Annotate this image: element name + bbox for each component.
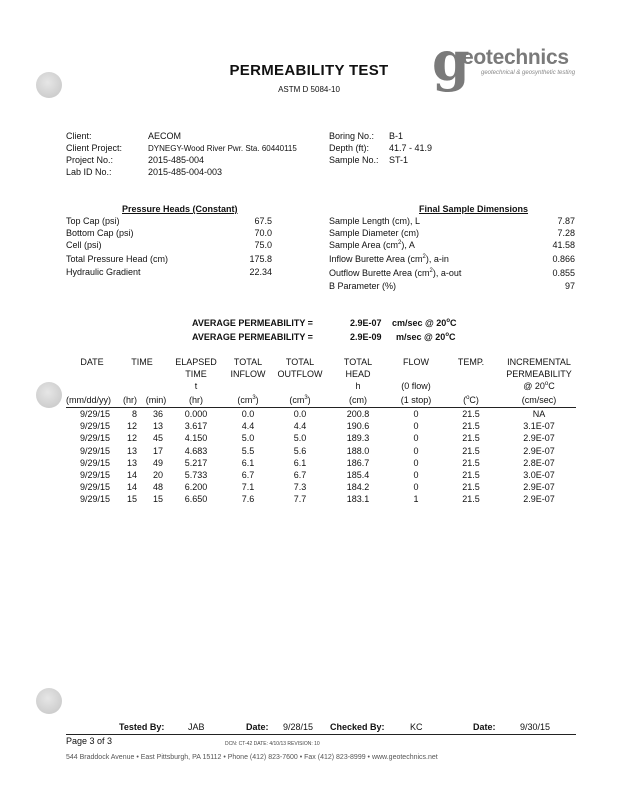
cell-k: 2.9E-07 [523, 445, 555, 456]
cell-flow: 0 [413, 470, 419, 480]
info-label: Lab ID No.: [66, 167, 112, 177]
col-elapsed-3: t [194, 381, 198, 391]
cell-elapsed: 6.200 [184, 482, 208, 493]
cell-outflow: 6.1 [293, 457, 307, 468]
unit-head: (cm) [349, 395, 367, 405]
cell-temp: 21.5 [462, 445, 480, 456]
company-address: 544 Braddock Avenue • East Pittsburgh, PA 15112 • Phone (412) 823-7600 • Fax (412) 823-8999 • www.geotechnics.net [66, 754, 438, 761]
cell-min: 15 [152, 494, 163, 505]
checked-by-label: Checked By: [330, 722, 385, 732]
cell-hr: 13 [126, 457, 137, 468]
info-label: Client: [66, 131, 92, 141]
info-value: B-1 [389, 131, 404, 141]
pressure-label: Total Pressure Head (cm) [66, 254, 169, 264]
cell-k: 2.8E-07 [523, 457, 555, 468]
unit-outflow: $(cm^3)$ [289, 395, 311, 405]
pressure-label: Hydraulic Gradient [66, 267, 141, 277]
dimension-label: Outflow Burette Area $(cm^2)$, a-out [329, 268, 462, 278]
date-value: 9/30/15 [520, 722, 551, 732]
cell-hr: 14 [126, 470, 137, 480]
cell-k: 2.9E-07 [523, 433, 555, 444]
info-label: Boring No.: [329, 131, 375, 141]
cell-hr: 15 [126, 494, 137, 505]
col-outflow-2: OUTFLOW [277, 369, 323, 379]
col-head-1: TOTAL [343, 357, 373, 367]
cell-elapsed: 4.150 [184, 433, 208, 444]
cell-inflow: 0.0 [241, 409, 255, 419]
dimension-label: Sample Length (cm), L [329, 216, 421, 226]
col-elapsed-1: ELAPSED [175, 357, 217, 367]
col-flow-1: FLOW [403, 357, 429, 367]
info-value: 2015-485-004-003 [148, 167, 223, 177]
cell-hr: 12 [126, 433, 137, 444]
info-value: AECOM [148, 131, 182, 141]
table-rule [66, 407, 576, 408]
cell-outflow: 4.4 [293, 421, 307, 432]
pressure-value: 175.8 [249, 254, 272, 264]
cell-inflow: 6.1 [241, 457, 255, 468]
col-time: TIME [131, 357, 153, 367]
col-date: DATE [80, 357, 104, 367]
dimension-label: Sample Diameter (cm) [329, 228, 420, 238]
cell-elapsed: 0.000 [184, 409, 208, 419]
average-value: 2.9E-07 [350, 318, 382, 328]
checked-by-value: KC [410, 722, 423, 732]
pressure-label: Cell (psi) [66, 240, 102, 250]
pressure-value: 70.0 [254, 228, 272, 238]
cell-date: 9/29/15 [79, 433, 110, 444]
col-flow-2: (0 flow) [401, 381, 431, 391]
cell-inflow: 5.5 [241, 445, 255, 456]
cell-date: 9/29/15 [79, 409, 110, 419]
col-head-3: h [355, 381, 361, 391]
cell-elapsed: 5.733 [184, 470, 208, 480]
cell-inflow: 7.1 [241, 482, 255, 493]
unit-temp: ($^o$C) [463, 395, 479, 405]
dimension-label: B Parameter (%) [329, 281, 397, 291]
dimensions-heading: Final Sample Dimensions [419, 204, 529, 214]
cell-outflow: 5.6 [293, 445, 307, 456]
cell-flow: 0 [413, 482, 419, 493]
cell-head: 189.3 [346, 433, 370, 444]
cell-min: 13 [152, 421, 163, 432]
date-value: 9/28/15 [283, 722, 314, 732]
cell-flow: 0 [413, 445, 419, 456]
cell-k: NA [532, 409, 546, 419]
cell-temp: 21.5 [462, 409, 480, 419]
page-title: PERMEABILITY TEST [229, 62, 389, 79]
cell-outflow: 7.3 [293, 482, 307, 493]
info-value: ST-1 [389, 155, 409, 165]
cell-temp: 21.5 [462, 457, 480, 468]
cell-head: 184.2 [346, 482, 370, 493]
cell-elapsed: 3.617 [184, 421, 208, 432]
pressure-value: 75.0 [254, 240, 272, 250]
logo-word: eotechnics [462, 46, 569, 69]
date-label: Date: [246, 722, 269, 732]
cell-hr: 13 [126, 445, 137, 456]
cell-outflow: 5.0 [293, 433, 307, 444]
info-label: Depth (ft): [329, 143, 370, 153]
punch-hole-middle [36, 382, 62, 408]
col-incr-2: PERMEABILITY [506, 369, 572, 379]
pressure-label: Top Cap (psi) [66, 216, 120, 226]
average-unit: m/sec @ 20$^o$C [396, 332, 456, 342]
cell-temp: 21.5 [462, 433, 480, 444]
dimension-value: 97 [564, 281, 575, 291]
cell-date: 9/29/15 [79, 445, 110, 456]
average-value: 2.9E-09 [350, 332, 382, 342]
cell-min: 49 [152, 457, 163, 468]
col-inflow-2: INFLOW [230, 369, 266, 379]
dimension-label: Inflow Burette Area $(cm^2)$, a-in [329, 254, 449, 264]
cell-outflow: 6.7 [293, 470, 307, 480]
footer-rule [66, 734, 576, 735]
unit-inflow: $(cm^3)$ [237, 395, 259, 405]
dimension-value: 7.28 [557, 228, 575, 238]
cell-k: 2.9E-07 [523, 494, 555, 505]
cell-outflow: 0.0 [293, 409, 307, 419]
col-incr-3: @ 20$^o$C [523, 381, 555, 391]
cell-inflow: 6.7 [241, 470, 255, 480]
punch-hole-bottom [36, 688, 62, 714]
cell-outflow: 7.7 [293, 494, 307, 505]
cell-flow: 0 [413, 421, 419, 432]
cell-k: 3.0E-07 [523, 470, 555, 480]
cell-elapsed: 4.683 [184, 445, 208, 456]
average-label: AVERAGE PERMEABILITY = [192, 332, 313, 342]
info-value: DYNEGY-Wood River Pwr. Sta. 60440115 [148, 144, 297, 153]
cell-date: 9/29/15 [79, 457, 110, 468]
logo-letter: g [432, 29, 470, 93]
dimension-value: 0.855 [552, 268, 575, 278]
dimension-value: 41.58 [552, 240, 575, 250]
col-temp: TEMP. [457, 357, 485, 367]
cell-min: 45 [152, 433, 163, 444]
cell-elapsed: 6.650 [184, 494, 208, 505]
cell-temp: 21.5 [462, 470, 480, 480]
unit-flow: (1 stop) [400, 395, 432, 405]
col-incr-1: INCREMENTAL [507, 357, 571, 367]
cell-k: 3.1E-07 [523, 421, 555, 432]
cell-elapsed: 5.217 [184, 457, 208, 468]
logo-tagline: geotechnical & geosynthetic testing [481, 70, 576, 76]
cell-min: 17 [152, 445, 163, 456]
dimension-value: 7.87 [557, 216, 575, 226]
pressure-heading: Pressure Heads (Constant) [122, 204, 238, 214]
tested-by-label: Tested By: [119, 722, 165, 732]
page-number: Page 3 of 3 [66, 736, 113, 746]
unit-hr: (hr) [123, 395, 137, 405]
pressure-value: 67.5 [254, 216, 272, 226]
tested-by-value: JAB [188, 722, 205, 732]
cell-date: 9/29/15 [79, 494, 110, 505]
info-value: 2015-485-004 [148, 155, 205, 165]
cell-min: 48 [152, 482, 163, 493]
unit-date: (mm/dd/yy) [66, 395, 111, 405]
cell-head: 183.1 [346, 494, 370, 505]
cell-inflow: 7.6 [241, 494, 255, 505]
col-outflow-1: TOTAL [285, 357, 315, 367]
info-value: 41.7 - 41.9 [389, 143, 433, 153]
cell-flow: 1 [413, 494, 419, 505]
cell-flow: 0 [413, 409, 419, 419]
dimension-label: Sample Area $(cm^2)$, A [329, 240, 415, 250]
date-label: Date: [473, 722, 496, 732]
page-subtitle: ASTM D 5084-10 [278, 85, 340, 94]
geotechnics-logo [432, 29, 582, 93]
info-label: Client Project: [66, 143, 123, 153]
cell-hr: 14 [126, 482, 137, 493]
info-label: Project No.: [66, 155, 114, 165]
cell-inflow: 5.0 [241, 433, 255, 444]
cell-min: 36 [152, 409, 163, 419]
unit-incr: (cm/sec) [521, 395, 557, 405]
cell-flow: 0 [413, 433, 419, 444]
cell-hr: 12 [126, 421, 137, 432]
cell-head: 200.8 [346, 409, 370, 419]
unit-elapsed: (hr) [189, 395, 203, 405]
info-label: Sample No.: [329, 155, 379, 165]
cell-temp: 21.5 [462, 421, 480, 432]
cell-date: 9/29/15 [79, 482, 110, 493]
cell-flow: 0 [413, 457, 419, 468]
cell-date: 9/29/15 [79, 421, 110, 432]
cell-temp: 21.5 [462, 482, 480, 493]
cell-head: 185.4 [346, 470, 370, 480]
col-head-2: HEAD [345, 369, 371, 379]
col-inflow-1: TOTAL [233, 357, 263, 367]
cell-hr: 8 [131, 409, 137, 419]
document-control: DCN: CT-42 DATE: 4/10/13 REVISION: 10 [225, 741, 320, 747]
unit-min: (min) [145, 395, 167, 405]
cell-head: 186.7 [346, 457, 370, 468]
pressure-value: 22.34 [249, 267, 272, 277]
dimension-value: 0.866 [552, 254, 575, 264]
average-label: AVERAGE PERMEABILITY = [192, 318, 313, 328]
cell-date: 9/29/15 [79, 470, 110, 480]
pressure-label: Bottom Cap (psi) [66, 228, 134, 238]
cell-head: 188.0 [346, 445, 370, 456]
cell-temp: 21.5 [462, 494, 480, 505]
cell-min: 20 [152, 470, 163, 480]
cell-k: 2.9E-07 [523, 482, 555, 493]
average-unit: cm/sec @ 20$^o$C [392, 318, 457, 328]
cell-inflow: 4.4 [241, 421, 255, 432]
cell-head: 190.6 [346, 421, 370, 432]
col-elapsed-2: TIME [185, 369, 207, 379]
